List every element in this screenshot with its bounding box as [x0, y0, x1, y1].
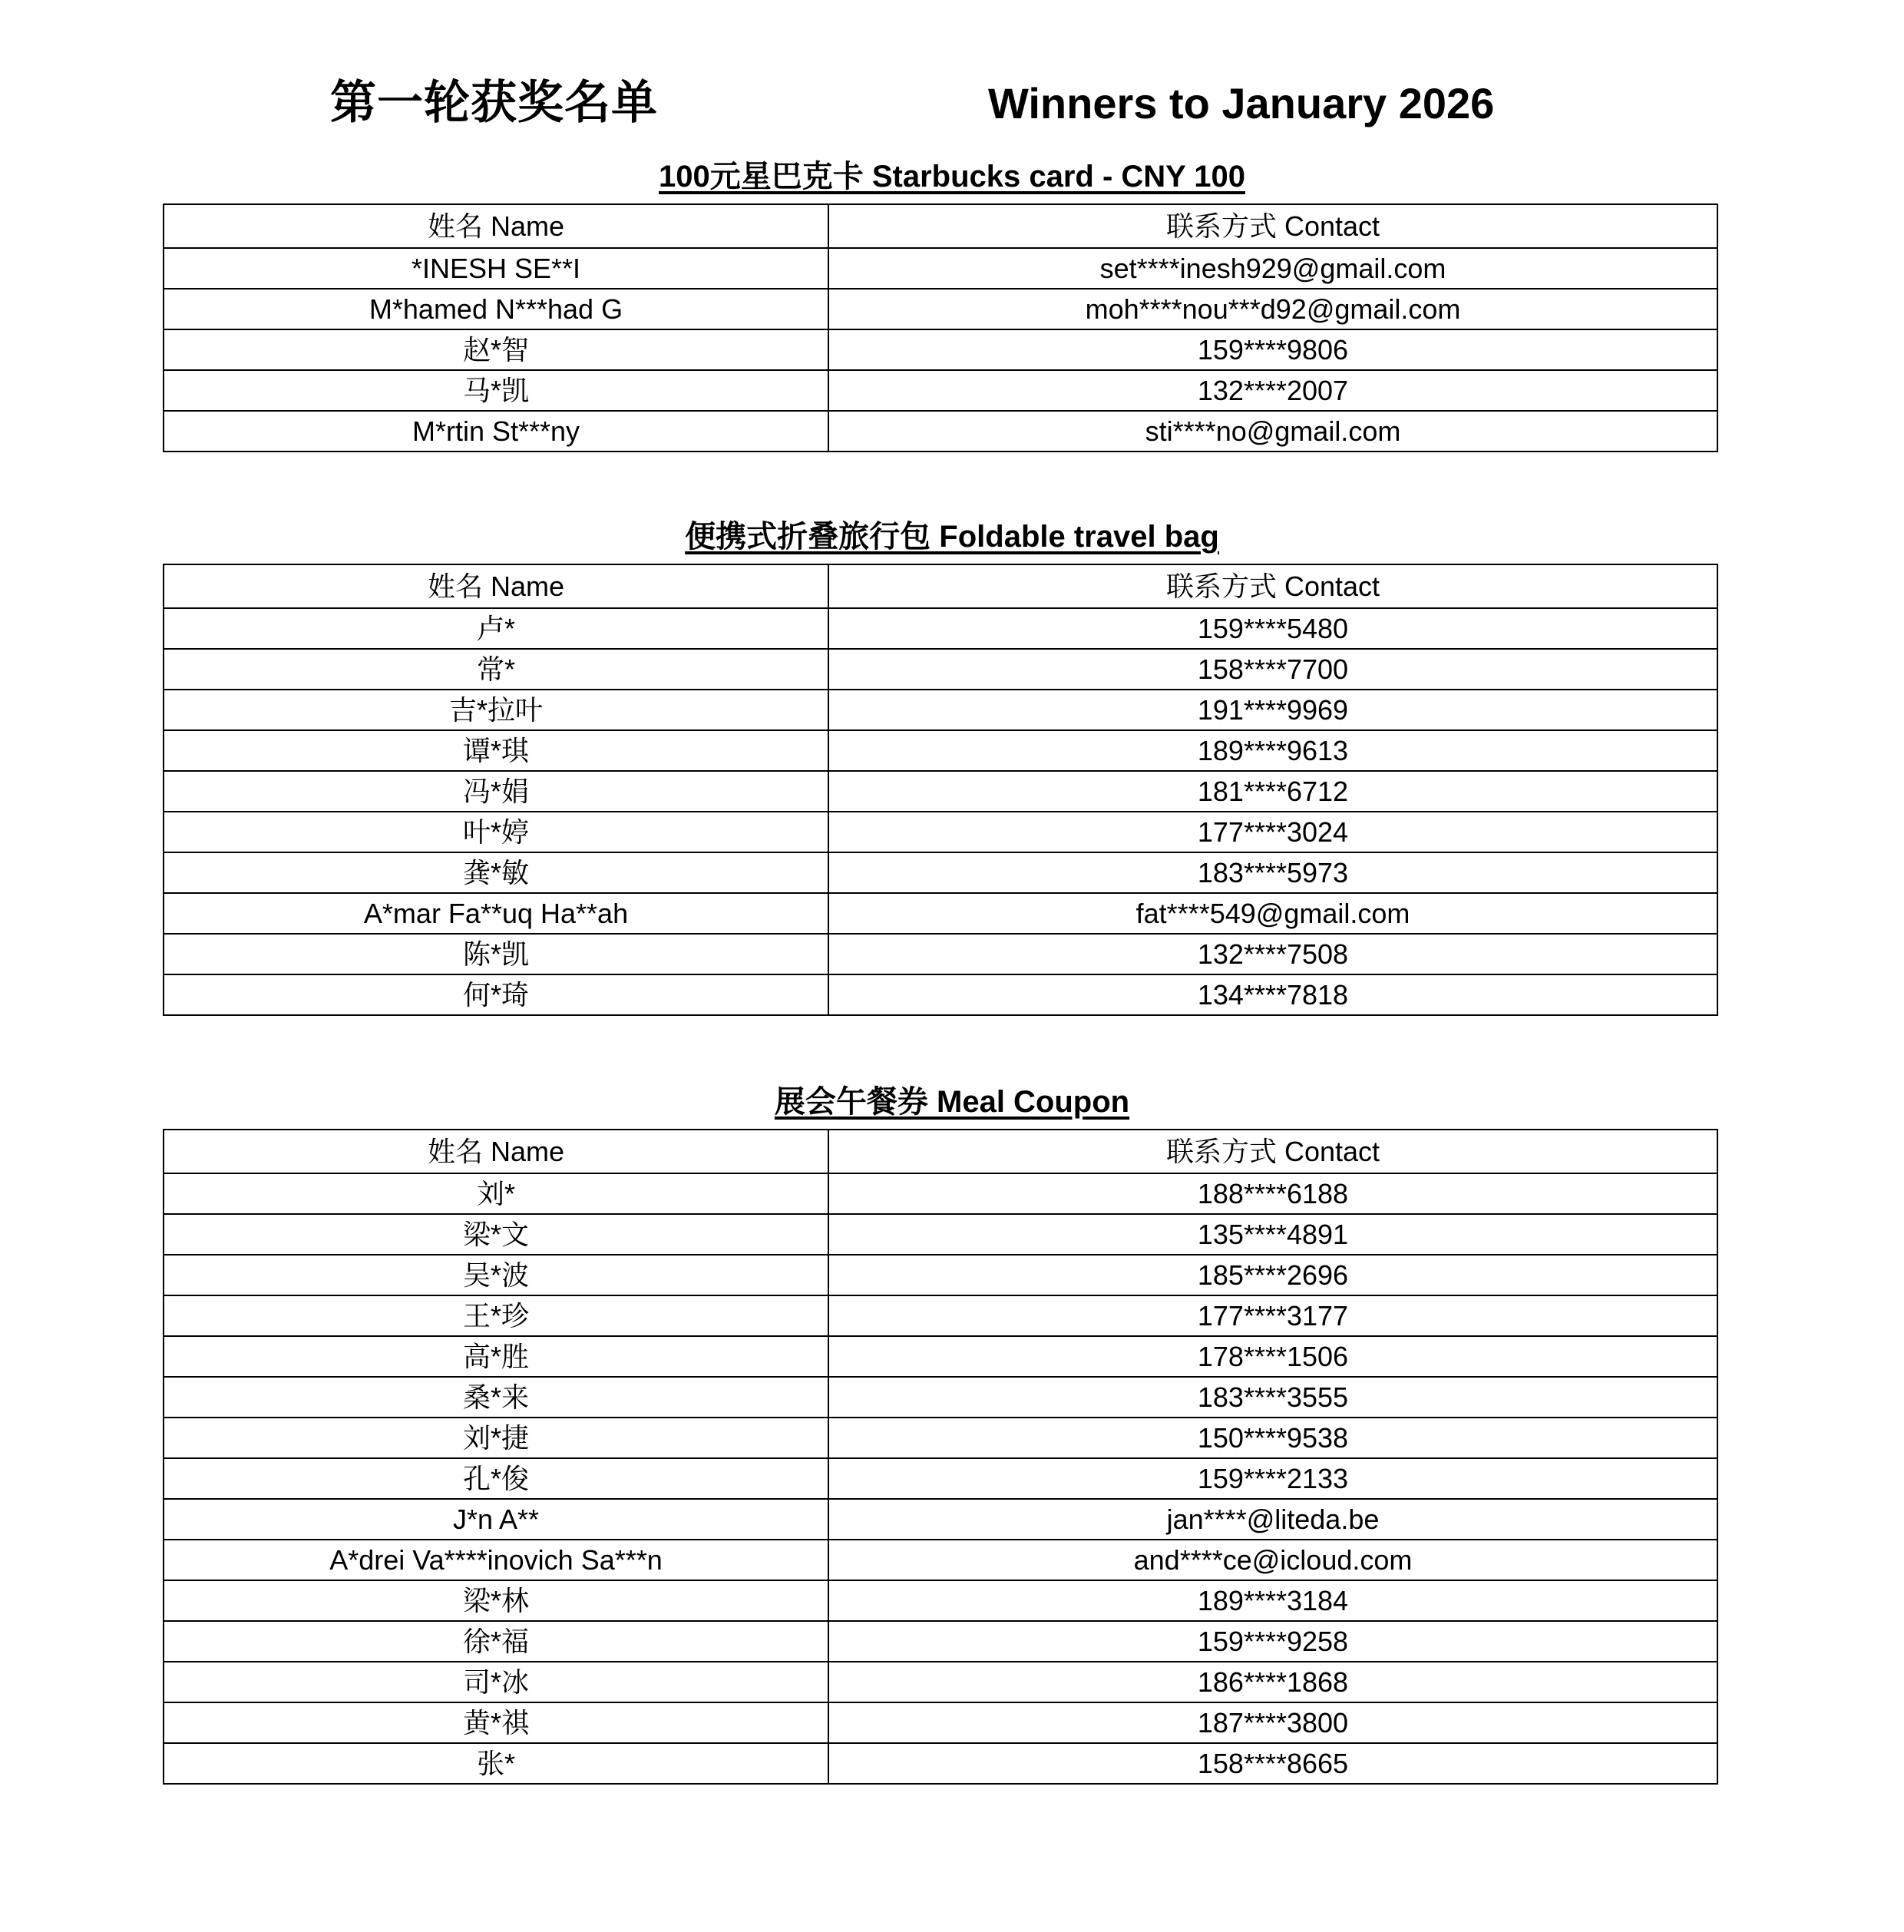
cell-contact: 183****3555	[828, 1377, 1717, 1418]
cell-name: 徐*福	[164, 1621, 828, 1662]
table-row	[164, 289, 1717, 329]
cell-name: A*mar Fa**uq Ha**ah	[164, 893, 828, 934]
table-row	[164, 1255, 1717, 1295]
cell-name: 吉*拉叶	[164, 690, 828, 730]
cell-contact: 135****4891	[828, 1214, 1717, 1255]
cell-contact: 189****3184	[828, 1580, 1717, 1621]
table-row	[164, 1743, 1717, 1784]
column-header-contact: 联系方式 Contact	[828, 204, 1717, 248]
column-header-name: 姓名 Name	[164, 204, 828, 248]
table-row	[164, 934, 1717, 974]
table-row	[164, 329, 1717, 370]
table-row	[164, 852, 1717, 893]
table-row	[164, 1499, 1717, 1540]
cell-name: M*rtin St***ny	[164, 411, 828, 452]
column-header-name: 姓名 Name	[164, 1130, 828, 1173]
cell-name: 赵*智	[164, 329, 828, 370]
cell-name: 谭*琪	[164, 730, 828, 771]
cell-contact: 177****3024	[828, 812, 1717, 852]
cell-contact: 158****7700	[828, 649, 1717, 690]
section-header-meal-coupon	[0, 1077, 1904, 1121]
section-header-text: 展会午餐券 Meal Coupon	[774, 1085, 1130, 1119]
cell-contact: 177****3177	[828, 1295, 1717, 1336]
cell-contact: 134****7818	[828, 974, 1717, 1015]
cell-name: 孔*俊	[164, 1458, 828, 1499]
cell-name: 叶*婷	[164, 812, 828, 852]
cell-contact: 132****7508	[828, 934, 1717, 974]
table-header-row	[164, 204, 1717, 248]
document-title-row	[0, 0, 1904, 132]
title-spacer	[0, 132, 1904, 152]
page-title-english: Winners to January 2026	[988, 79, 1495, 127]
cell-name: 王*珍	[164, 1295, 828, 1336]
table-row	[164, 1702, 1717, 1743]
table-row	[164, 1621, 1717, 1662]
cell-name: 马*凯	[164, 370, 828, 411]
cell-contact: 188****6188	[828, 1173, 1717, 1214]
table-row	[164, 730, 1717, 771]
table-header-row	[164, 1130, 1717, 1173]
table-row	[164, 370, 1717, 411]
cell-name: *INESH SE**I	[164, 248, 828, 289]
table-row	[164, 690, 1717, 730]
table-row	[164, 974, 1717, 1015]
cell-contact: 183****5973	[828, 852, 1717, 893]
cell-name: 桑*来	[164, 1377, 828, 1418]
cell-name: 梁*林	[164, 1580, 828, 1621]
table-row	[164, 649, 1717, 690]
cell-name: 龚*敏	[164, 852, 828, 893]
cell-name: 刘*捷	[164, 1418, 828, 1458]
cell-contact: and****ce@icloud.com	[828, 1540, 1717, 1580]
header-table-spacer	[0, 1121, 1904, 1129]
table-row	[164, 1662, 1717, 1702]
section-starbucks-card	[0, 152, 1904, 452]
table-row	[164, 893, 1717, 934]
cell-contact: 159****9258	[828, 1621, 1717, 1662]
cell-contact: 186****1868	[828, 1662, 1717, 1702]
cell-contact: 159****5480	[828, 608, 1717, 649]
cell-name: M*hamed N***had G	[164, 289, 828, 329]
cell-name: J*n A**	[164, 1499, 828, 1540]
cell-contact: 185****2696	[828, 1255, 1717, 1295]
cell-name: 常*	[164, 649, 828, 690]
section-spacer	[0, 452, 1904, 512]
cell-contact: 150****9538	[828, 1418, 1717, 1458]
cell-contact: 132****2007	[828, 370, 1717, 411]
cell-name: 张*	[164, 1743, 828, 1784]
cell-contact: 159****2133	[828, 1458, 1717, 1499]
header-table-spacer	[0, 556, 1904, 564]
cell-name: 梁*文	[164, 1214, 828, 1255]
cell-contact: 191****9969	[828, 690, 1717, 730]
cell-name: A*drei Va****inovich Sa***n	[164, 1540, 828, 1580]
header-table-spacer	[0, 196, 1904, 203]
table-row	[164, 1418, 1717, 1458]
page-title-chinese: 第一轮获奖名单	[330, 77, 658, 128]
winners-table-starbucks-card	[163, 203, 1718, 452]
table-row	[164, 1173, 1717, 1214]
section-header-starbucks-card	[0, 152, 1904, 196]
column-header-name: 姓名 Name	[164, 564, 828, 608]
cell-contact: set****inesh929@gmail.com	[828, 248, 1717, 289]
cell-contact: jan****@liteda.be	[828, 1499, 1717, 1540]
cell-contact: 189****9613	[828, 730, 1717, 771]
cell-name: 黄*祺	[164, 1702, 828, 1743]
section-foldable-travel-bag	[0, 512, 1904, 1016]
cell-contact: 181****6712	[828, 771, 1717, 812]
table-row	[164, 1295, 1717, 1336]
cell-name: 司*冰	[164, 1662, 828, 1702]
cell-contact: sti****no@gmail.com	[828, 411, 1717, 452]
column-header-contact: 联系方式 Contact	[828, 1130, 1717, 1173]
cell-name: 陈*凯	[164, 934, 828, 974]
table-row	[164, 812, 1717, 852]
cell-contact: 178****1506	[828, 1336, 1717, 1377]
cell-name: 冯*娟	[164, 771, 828, 812]
table-row	[164, 1540, 1717, 1580]
cell-name: 吴*波	[164, 1255, 828, 1295]
section-header-text: 便携式折叠旅行包 Foldable travel bag	[685, 520, 1219, 554]
sections-container	[0, 152, 1904, 1785]
table-row	[164, 1336, 1717, 1377]
cell-contact: 159****9806	[828, 329, 1717, 370]
cell-contact: moh****nou***d92@gmail.com	[828, 289, 1717, 329]
section-spacer	[0, 1016, 1904, 1077]
table-header-row	[164, 564, 1717, 608]
table-row	[164, 608, 1717, 649]
cell-contact: 158****8665	[828, 1743, 1717, 1784]
section-meal-coupon	[0, 1077, 1904, 1785]
table-row	[164, 411, 1717, 452]
table-row	[164, 771, 1717, 812]
table-row	[164, 1377, 1717, 1418]
cell-contact: fat****549@gmail.com	[828, 893, 1717, 934]
cell-name: 何*琦	[164, 974, 828, 1015]
cell-name: 卢*	[164, 608, 828, 649]
cell-contact: 187****3800	[828, 1702, 1717, 1743]
column-header-contact: 联系方式 Contact	[828, 564, 1717, 608]
table-row	[164, 1580, 1717, 1621]
cell-name: 刘*	[164, 1173, 828, 1214]
table-row	[164, 1214, 1717, 1255]
section-header-text: 100元星巴克卡 Starbucks card - CNY 100	[658, 160, 1245, 194]
winners-table-meal-coupon	[163, 1129, 1718, 1785]
winners-table-foldable-travel-bag	[163, 564, 1718, 1016]
cell-name: 高*胜	[164, 1336, 828, 1377]
table-row	[164, 248, 1717, 289]
section-header-foldable-travel-bag	[0, 512, 1904, 556]
table-row	[164, 1458, 1717, 1499]
